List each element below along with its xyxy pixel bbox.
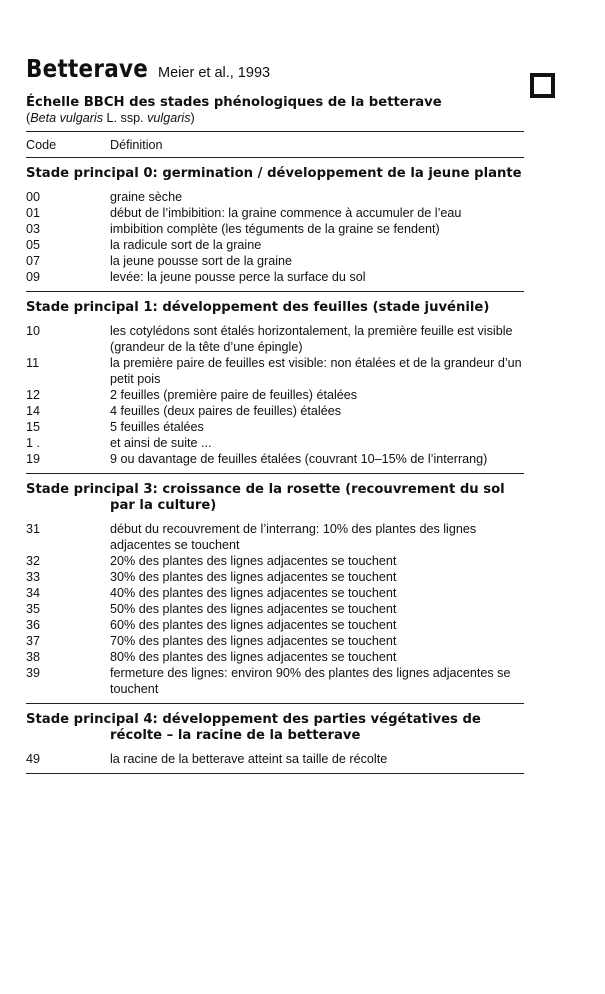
row-definition: 2 feuilles (première paire de feuilles) étalées (110, 388, 358, 402)
row-definition: levée: la jeune pousse perce la surface du sol (110, 270, 366, 284)
row-definition: début du recouvrement de l’interrang: 10% des plantes des lignes adjacentes se touchent (110, 522, 477, 552)
row-code: 33 (26, 570, 41, 584)
row-code: 34 (26, 586, 41, 600)
row-definition: la jeune pousse sort de la graine (110, 254, 293, 268)
stage-rows (26, 189, 524, 285)
row-definition: la radicule sort de la graine (110, 238, 262, 252)
table-row (26, 435, 524, 451)
stage-title: Stade principal 3: croissance de la rosette (recouvrement du sol par la culture) (26, 482, 505, 513)
table-row (26, 323, 524, 355)
title-line (26, 54, 524, 83)
row-definition: fermeture des lignes: environ 90% des plantes des lignes adjacentes se touchent (110, 666, 511, 696)
row-code: 15 (26, 420, 41, 434)
table-row (26, 553, 524, 569)
table-row (26, 221, 524, 237)
row-definition: 20% des plantes des lignes adjacentes se touchent (110, 554, 397, 568)
row-definition: graine sèche (110, 190, 183, 204)
scale-subtitle: Échelle BBCH des stades phénologiques de la betterave (26, 95, 442, 110)
stage-rows (26, 751, 524, 767)
divider (26, 773, 524, 774)
row-definition: la racine de la betterave atteint sa taille de récolte (110, 752, 388, 766)
page-title: Betterave (26, 54, 149, 83)
row-code: 12 (26, 388, 41, 402)
stage-section (26, 474, 524, 697)
row-definition: la première paire de feuilles est visible: non étalées et de la grandeur d’un petit pois (110, 356, 522, 386)
row-code: 31 (26, 522, 41, 536)
table-row (26, 521, 524, 553)
row-code: 10 (26, 324, 41, 338)
table-row (26, 601, 524, 617)
stage-title: Stade principal 4: développement des parties végétatives de récolte – la racine de la betterave (26, 712, 481, 743)
table-row (26, 387, 524, 403)
row-code: 05 (26, 238, 41, 252)
row-definition: 9 ou davantage de feuilles étalées (couvrant 10–15% de l’interrang) (110, 452, 488, 466)
table-row (26, 649, 524, 665)
row-code: 39 (26, 666, 41, 680)
row-code: 38 (26, 650, 41, 664)
author-citation: Meier et al., 1993 (158, 65, 271, 81)
stage-section (26, 158, 524, 285)
table-row (26, 269, 524, 285)
row-definition: imbibition complète (les téguments de la graine se fendent) (110, 222, 440, 236)
row-definition: les cotylédons sont étalés horizontalement, la première feuille est visible (grandeur de la tête d’une épingle) (110, 324, 513, 354)
table-row (26, 403, 524, 419)
column-header (26, 132, 524, 157)
stage-title: Stade principal 0: germination / développement de la jeune plante (26, 166, 522, 181)
row-code: 03 (26, 222, 41, 236)
stage-rows (26, 521, 524, 697)
table-row (26, 633, 524, 649)
table-row (26, 189, 524, 205)
row-code: 32 (26, 554, 41, 568)
row-code: 19 (26, 452, 41, 466)
column-definition-label: Définition (110, 137, 163, 152)
column-code-label: Code (26, 137, 57, 152)
table-row (26, 569, 524, 585)
row-code: 01 (26, 206, 41, 220)
table-row (26, 451, 524, 467)
stage-rows (26, 323, 524, 467)
latin-subspecies: vulgaris (147, 111, 191, 125)
stage-section (26, 292, 524, 467)
row-code: 00 (26, 190, 41, 204)
row-definition: 80% des plantes des lignes adjacentes se touchent (110, 650, 397, 664)
row-definition: 30% des plantes des lignes adjacentes se touchent (110, 570, 397, 584)
row-definition: 40% des plantes des lignes adjacentes se touchent (110, 586, 397, 600)
table-row (26, 237, 524, 253)
table-row (26, 665, 524, 697)
row-definition: et ainsi de suite ... (110, 436, 212, 450)
row-code: 11 (26, 356, 40, 370)
row-code: 14 (26, 404, 41, 418)
row-code: 07 (26, 254, 41, 268)
table-row (26, 751, 524, 767)
row-code: 1 . (26, 436, 41, 450)
table-row (26, 585, 524, 601)
row-code: 09 (26, 270, 41, 284)
latin-genus: Beta vulgaris (30, 111, 104, 125)
row-code: 49 (26, 752, 41, 766)
margin-square-marker (530, 73, 555, 98)
row-definition: 60% des plantes des lignes adjacentes se touchent (110, 618, 397, 632)
table-row (26, 617, 524, 633)
row-definition: 4 feuilles (deux paires de feuilles) étalées (110, 404, 342, 418)
stage-section (26, 704, 524, 767)
row-definition: 5 feuilles étalées (110, 420, 204, 434)
latin-name: (Beta vulgaris L. ssp. vulgaris) (26, 111, 195, 125)
row-definition: 70% des plantes des lignes adjacentes se touchent (110, 634, 397, 648)
stages-table (26, 157, 524, 774)
row-definition: 50% des plantes des lignes adjacentes se touchent (110, 602, 397, 616)
stage-title: Stade principal 1: développement des feuilles (stade juvénile) (26, 300, 490, 315)
table-row (26, 253, 524, 269)
table-row (26, 419, 524, 435)
row-code: 35 (26, 602, 41, 616)
table-row (26, 205, 524, 221)
row-code: 36 (26, 618, 41, 632)
row-definition: début de l’imbibition: la graine commence à accumuler de l’eau (110, 206, 462, 220)
document-page (26, 54, 524, 774)
row-code: 37 (26, 634, 41, 648)
table-row (26, 355, 524, 387)
